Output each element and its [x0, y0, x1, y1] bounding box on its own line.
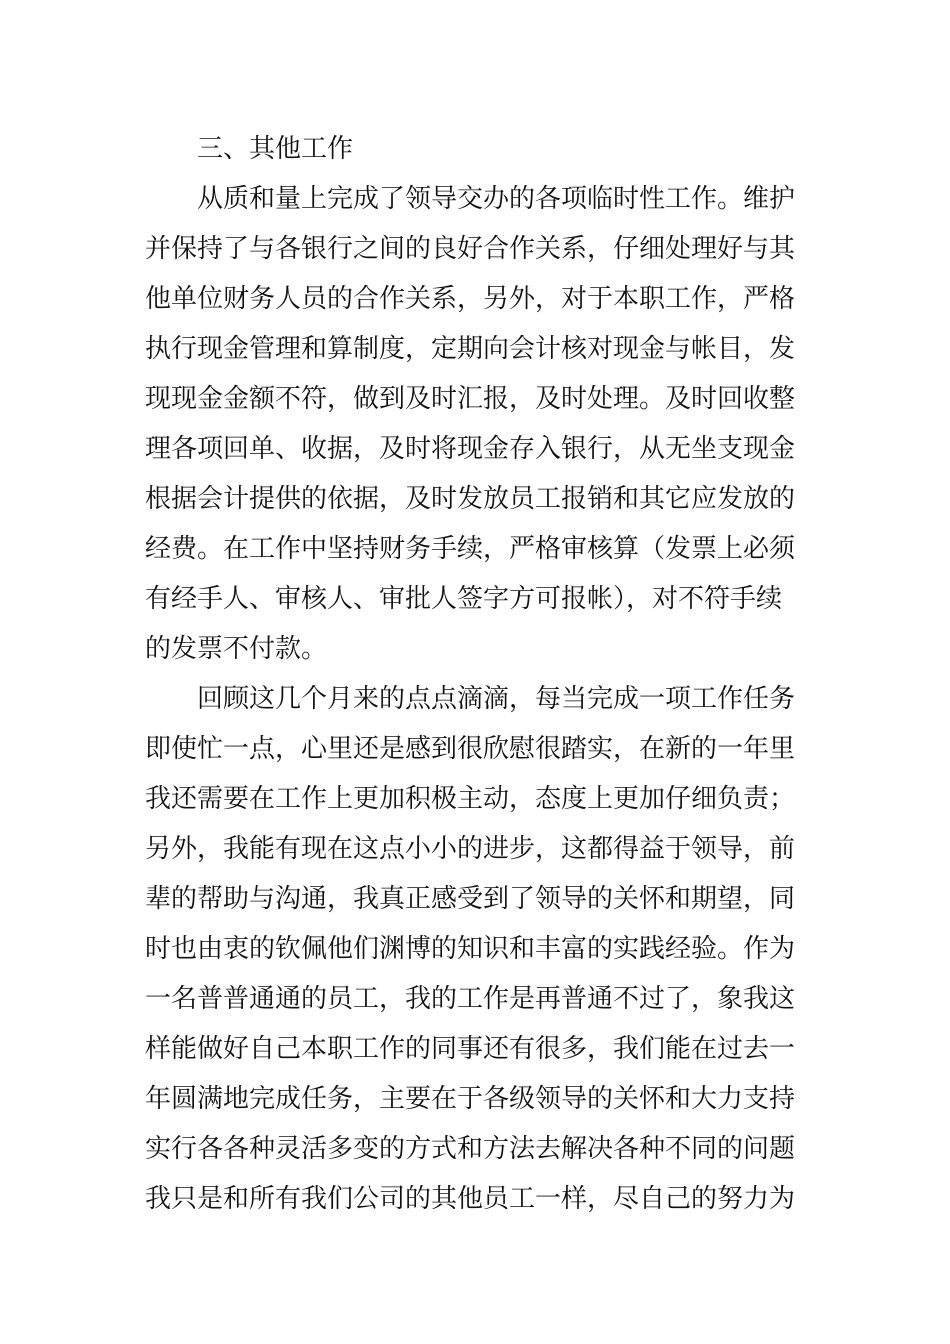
paragraph-line: 回顾这几个月来的点点滴滴，每当完成一项工作任务 — [197, 684, 796, 714]
paragraph-line: 时也由衷的钦佩他们渊博的知识和丰富的实践经验。作为 — [145, 934, 796, 964]
paragraph-line: 有经手人、审核人、审批人签字方可报帐），对不符手续 — [145, 584, 783, 614]
paragraph-line: 他单位财务人员的合作关系，另外，对于本职工作，严格 — [145, 284, 796, 314]
paragraph-line: 样能做好自己本职工作的同事还有很多，我们能在过去一 — [145, 1034, 796, 1064]
paragraph-line: 年圆满地完成任务，主要在于各级领导的关怀和大力支持 — [145, 1084, 796, 1114]
paragraph-line: 另外，我能有现在这点小小的进步，这都得益于领导，前 — [145, 834, 796, 864]
paragraph-line: 从质和量上完成了领导交办的各项临时性工作。维护 — [197, 184, 796, 214]
paragraph-line: 理各项回单、收据，及时将现金存入银行，从无坐支现金 — [145, 434, 796, 464]
paragraph-1 — [145, 174, 815, 674]
paragraph-line: 辈的帮助与沟通，我真正感受到了领导的关怀和期望，同 — [145, 884, 796, 914]
document-body — [145, 124, 815, 1224]
paragraph-line: 并保持了与各银行之间的良好合作关系，仔细处理好与其 — [145, 234, 796, 264]
paragraph-line: 执行现金管理和算制度，定期向会计核对现金与帐目，发 — [145, 334, 796, 364]
paragraph-line: 我只是和所有我们公司的其他员工一样，尽自己的努力为 — [145, 1184, 796, 1214]
paragraph-line: 现现金金额不符，做到及时汇报，及时处理。及时回收整 — [145, 384, 796, 414]
section-heading: 三、其他工作 — [197, 134, 354, 164]
paragraph-line: 实行各各种灵活多变的方式和方法去解决各种不同的问题 — [145, 1134, 796, 1164]
paragraph-line: 一名普普通通的员工，我的工作是再普通不过了，象我这 — [145, 984, 796, 1014]
paragraph-line: 我还需要在工作上更加积极主动，态度上更加仔细负责； — [145, 784, 796, 814]
paragraph-2 — [145, 674, 815, 1224]
paragraph-line: 经费。在工作中坚持财务手续，严格审核算（发票上必须 — [145, 534, 796, 564]
paragraph-line: 根据会计提供的依据，及时发放员工报销和其它应发放的 — [145, 484, 796, 514]
paragraph-line: 即使忙一点，心里还是感到很欣慰很踏实，在新的一年里 — [145, 734, 796, 764]
paragraph-line: 的发票不付款。 — [145, 634, 328, 664]
